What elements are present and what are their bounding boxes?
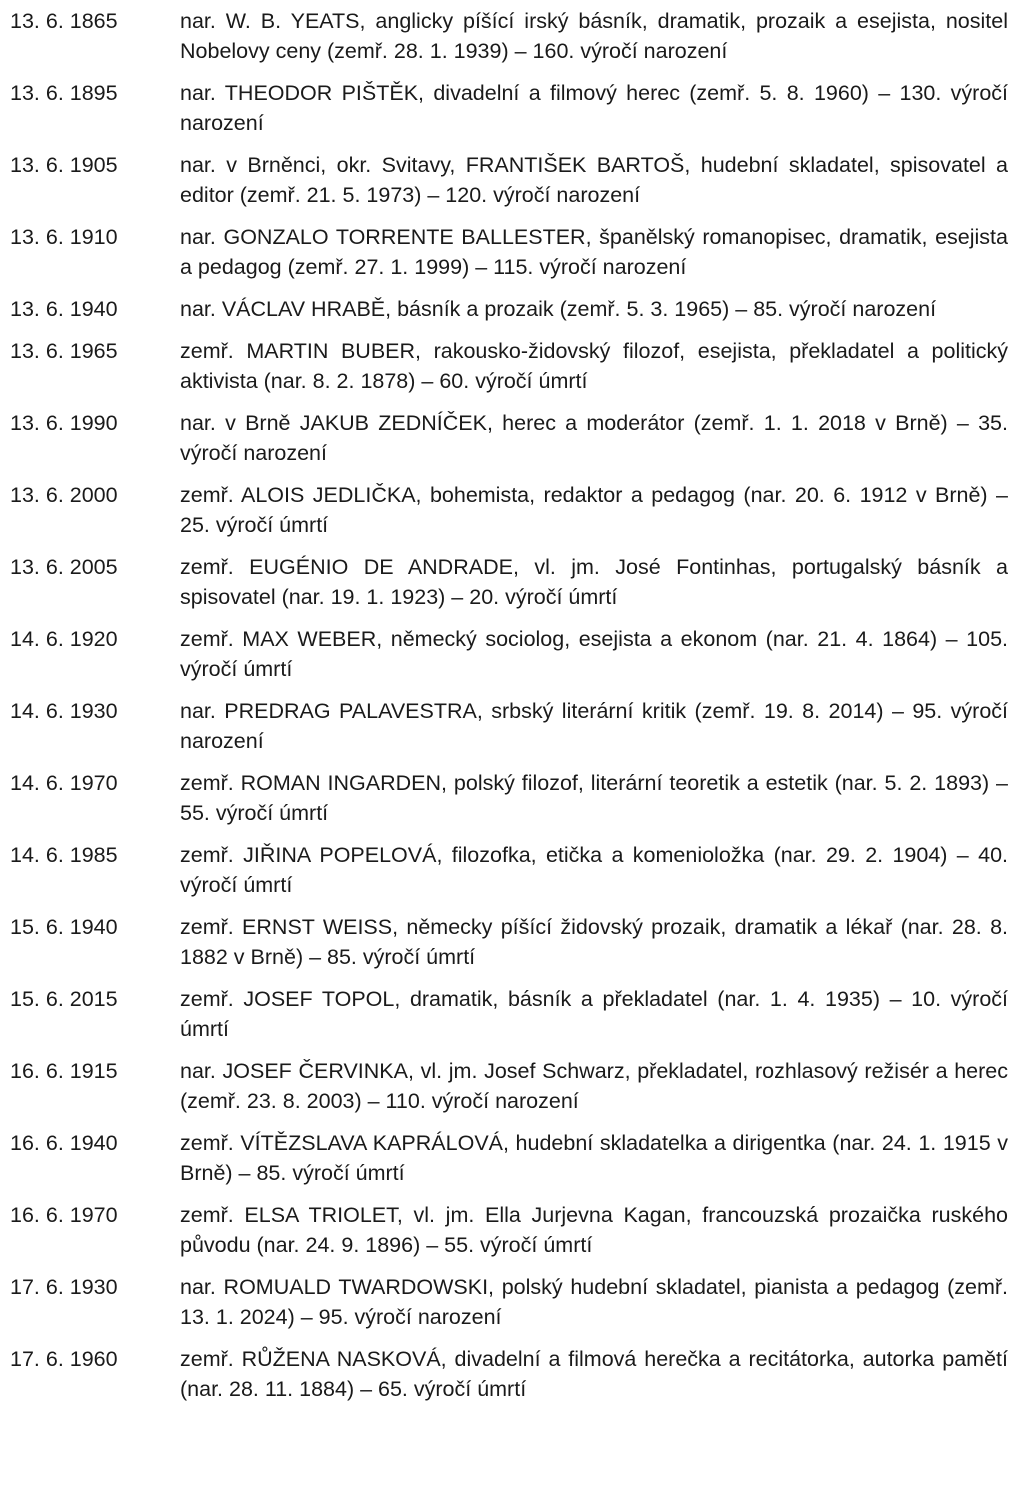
entry-date: 16. 6. 1970: [10, 1203, 118, 1227]
list-item: [10, 1272, 1008, 1332]
list-item: [10, 6, 1008, 66]
entry-text: zemř. MAX WEBER, německý sociolog, esejista a ekonom (nar. 21. 4. 1864) – 105. výročí úmrtí: [180, 627, 1008, 681]
list-item: [10, 552, 1008, 612]
entry-date: 16. 6. 1940: [10, 1131, 118, 1155]
list-item: [10, 840, 1008, 900]
entry-date: 13. 6. 1910: [10, 225, 118, 249]
list-item: [10, 984, 1008, 1044]
entry-text: nar. PREDRAG PALAVESTRA, srbský literární kritik (zemř. 19. 8. 2014) – 95. výročí narození: [180, 699, 1008, 753]
list-item: [10, 1200, 1008, 1260]
entry-text: nar. VÁCLAV HRABĚ, básník a prozaik (zemř. 5. 3. 1965) – 85. výročí narození: [180, 297, 937, 321]
entry-text: nar. ROMUALD TWARDOWSKI, polský hudební skladatel, pianista a pedagog (zemř. 13. 1. 2024) – 95. výročí narození: [180, 1275, 1008, 1329]
list-item: [10, 696, 1008, 756]
list-item: [10, 1128, 1008, 1188]
entry-text: zemř. RŮŽENA NASKOVÁ, divadelní a filmová herečka a recitátorka, autorka pamětí (nar. 28. 11. 1884) – 65. výročí úmrtí: [180, 1347, 1008, 1401]
entry-date: 15. 6. 1940: [10, 915, 118, 939]
entry-text: nar. THEODOR PIŠTĚK, divadelní a filmový herec (zemř. 5. 8. 1960) – 130. výročí narození: [180, 81, 1008, 135]
entry-date: 14. 6. 1985: [10, 843, 118, 867]
entry-text: zemř. ROMAN INGARDEN, polský filozof, literární teoretik a estetik (nar. 5. 2. 1893) – 55. výročí úmrtí: [180, 771, 1008, 825]
entry-date: 16. 6. 1915: [10, 1059, 118, 1083]
list-item: [10, 1056, 1008, 1116]
list-item: [10, 624, 1008, 684]
entry-date: 13. 6. 1865: [10, 9, 118, 33]
entry-date: 13. 6. 1940: [10, 297, 118, 321]
entry-date: 13. 6. 2005: [10, 555, 118, 579]
list-item: [10, 912, 1008, 972]
entry-text: zemř. JIŘINA POPELOVÁ, filozofka, etička a komenioložka (nar. 29. 2. 1904) – 40. výročí úmrtí: [180, 843, 1008, 897]
entry-text: zemř. VÍTĚZSLAVA KAPRÁLOVÁ, hudební skladatelka a dirigentka (nar. 24. 1. 1915 v Brně) – 85. výročí úmrtí: [180, 1131, 1008, 1185]
entry-text: zemř. JOSEF TOPOL, dramatik, básník a překladatel (nar. 1. 4. 1935) – 10. výročí úmrtí: [180, 987, 1008, 1041]
entry-text: zemř. ERNST WEISS, německy píšící židovský prozaik, dramatik a lékař (nar. 28. 8. 1882 v Brně) – 85. výročí úmrtí: [180, 915, 1008, 969]
list-item: [10, 294, 1008, 324]
list-item: [10, 336, 1008, 396]
entry-text: nar. v Brně JAKUB ZEDNÍČEK, herec a moderátor (zemř. 1. 1. 2018 v Brně) – 35. výročí narození: [180, 411, 1008, 465]
entry-text: zemř. MARTIN BUBER, rakousko-židovský filozof, esejista, překladatel a politický aktivista (nar. 8. 2. 1878) – 60. výročí úmrtí: [180, 339, 1008, 393]
entry-text: zemř. ELSA TRIOLET, vl. jm. Ella Jurjevna Kagan, francouzská prozaička ruského původu (nar. 24. 9. 1896) – 55. výročí úmrtí: [180, 1203, 1008, 1257]
list-item: [10, 78, 1008, 138]
entry-text: zemř. ALOIS JEDLIČKA, bohemista, redaktor a pedagog (nar. 20. 6. 1912 v Brně) – 25. výročí úmrtí: [180, 483, 1008, 537]
entry-date: 13. 6. 1895: [10, 81, 118, 105]
entry-date: 13. 6. 1965: [10, 339, 118, 363]
list-item: [10, 1344, 1008, 1404]
entry-date: 14. 6. 1970: [10, 771, 118, 795]
entry-date: 17. 6. 1930: [10, 1275, 118, 1299]
list-item: [10, 150, 1008, 210]
entry-date: 13. 6. 1905: [10, 153, 118, 177]
entry-text: zemř. EUGÉNIO DE ANDRADE, vl. jm. José Fontinhas, portugalský básník a spisovatel (nar. 19. 1. 1923) – 20. výročí úmrtí: [180, 555, 1008, 609]
entry-text: nar. GONZALO TORRENTE BALLESTER, španělský romanopisec, dramatik, esejista a pedagog (zemř. 27. 1. 1999) – 115. výročí narození: [180, 225, 1008, 279]
entry-text: nar. JOSEF ČERVINKA, vl. jm. Josef Schwarz, překladatel, rozhlasový režisér a herec (zemř. 23. 8. 2003) – 110. výročí narození: [180, 1059, 1008, 1113]
list-item: [10, 222, 1008, 282]
list-item: [10, 408, 1008, 468]
entry-date: 14. 6. 1930: [10, 699, 118, 723]
entry-date: 13. 6. 2000: [10, 483, 118, 507]
entry-date: 15. 6. 2015: [10, 987, 118, 1011]
entry-text: nar. v Brněnci, okr. Svitavy, FRANTIŠEK BARTOŠ, hudební skladatel, spisovatel a editor (zemř. 21. 5. 1973) – 120. výročí narození: [180, 153, 1008, 207]
list-item: [10, 768, 1008, 828]
entry-date: 13. 6. 1990: [10, 411, 118, 435]
entry-date: 17. 6. 1960: [10, 1347, 118, 1371]
entry-text: nar. W. B. YEATS, anglicky píšící irský básník, dramatik, prozaik a esejista, nositel Nobelovy ceny (zemř. 28. 1. 1939) – 160. výročí narození: [180, 9, 1008, 63]
entry-date: 14. 6. 1920: [10, 627, 118, 651]
list-item: [10, 480, 1008, 540]
